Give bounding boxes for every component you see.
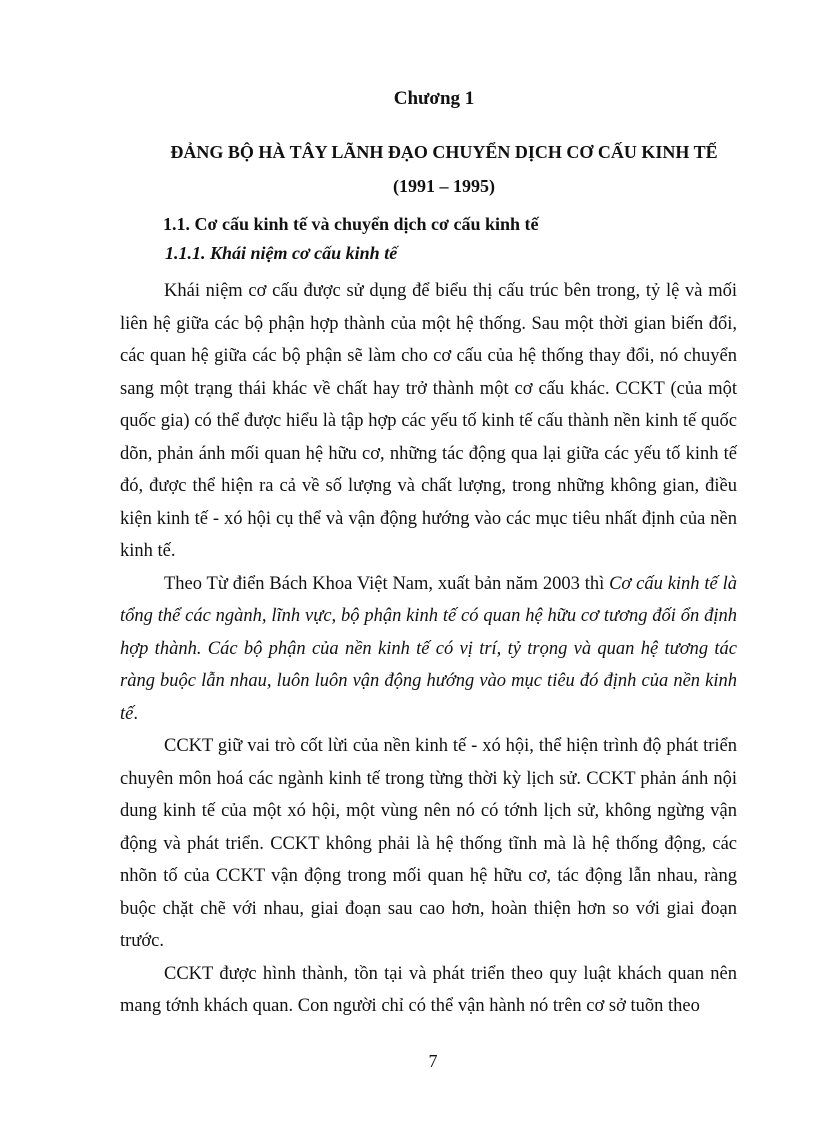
paragraph-2	[120, 568, 737, 731]
subsection-heading: 1.1.1. Khái niệm cơ cấu kinh tế	[165, 243, 398, 263]
chapter-title	[0, 135, 816, 203]
section-heading: 1.1. Cơ cấu kinh tế và chuyển dịch cơ cấu kinh tế	[163, 214, 539, 234]
page-number: 7	[428, 1051, 438, 1071]
paragraph-2-intro: Theo Từ điển Bách Khoa Việt Nam, xuất bản năm 2003 thì	[164, 573, 610, 594]
chapter-title-line: ĐẢNG BỘ HÀ TÂY LÃNH ĐẠO CHUYỂN DỊCH CƠ CẤU KINH TẾ	[170, 142, 718, 162]
chapter-title-period: (1991 – 1995)	[393, 176, 495, 196]
encyclopedia-definition-quote: Cơ cấu kinh tế là tổng thể các ngành, lĩnh vực, bộ phận kinh tế có quan hệ hữu cơ tương đối ổn định hợp thành. Các bộ phận của nền kinh tế có vị trí, tỷ trọng và quan hệ tương tác ràng buộc lẫn nhau, luôn luôn vận động hướng vào mục tiêu đó định của nền kinh tế	[120, 573, 737, 724]
body-text	[120, 275, 737, 1023]
paragraph-1: Khái niệm cơ cấu được sử dụng để biểu thị cấu trúc bên trong, tỷ lệ và mối liên hệ giữa các bộ phận hợp thành của một hệ thống. Sau một thời gian biến đổi, các quan hệ giữa các bộ phận sẽ làm cho cơ cấu của hệ thống thay đổi, nó chuyển sang một trạng thái khác về chất hay trở thành một cơ cấu khác. CCKT (của một quốc gia) có thể được hiểu là tập hợp các yếu tố kinh tế cấu thành nền kinh tế quốc dõn, phản ánh mối quan hệ hữu cơ, những tác động qua lại giữa các yếu tố kinh tế đó, được thể hiện ra cả về số lượng và chất lượng, trong những không gian, điều kiện kinh tế - xó hội cụ thể và vận động hướng vào các mục tiêu nhất định của nền kinh tế.	[120, 281, 737, 561]
paragraph-4: CCKT được hình thành, tồn tại và phát triển theo quy luật khách quan nên mang tớnh khách quan. Con người chỉ có thể vận hành nó trên cơ sở tuõn theo	[120, 963, 737, 1016]
chapter-label: Chương 1	[393, 88, 475, 109]
paragraph-3: CCKT giữ vai trò cốt lừi của nền kinh tế - xó hội, thể hiện trình độ phát triển chuyên môn hoá các ngành kinh tế trong từng thời kỳ lịch sử. CCKT phản ánh nội dung kinh tế của một xó hội, một vùng nên nó có tớnh lịch sử, không ngừng vận động và phát triển. CCKT không phải là hệ thống tĩnh mà là hệ thống động, các nhõn tố của CCKT vận động trong mối quan hệ hữu cơ, tác động lẫn nhau, ràng buộc chặt chẽ với nhau, giai đoạn sau cao hơn, hoàn thiện hơn so với giai đoạn trước.	[120, 736, 737, 951]
paragraph-2-end: .	[133, 703, 138, 724]
